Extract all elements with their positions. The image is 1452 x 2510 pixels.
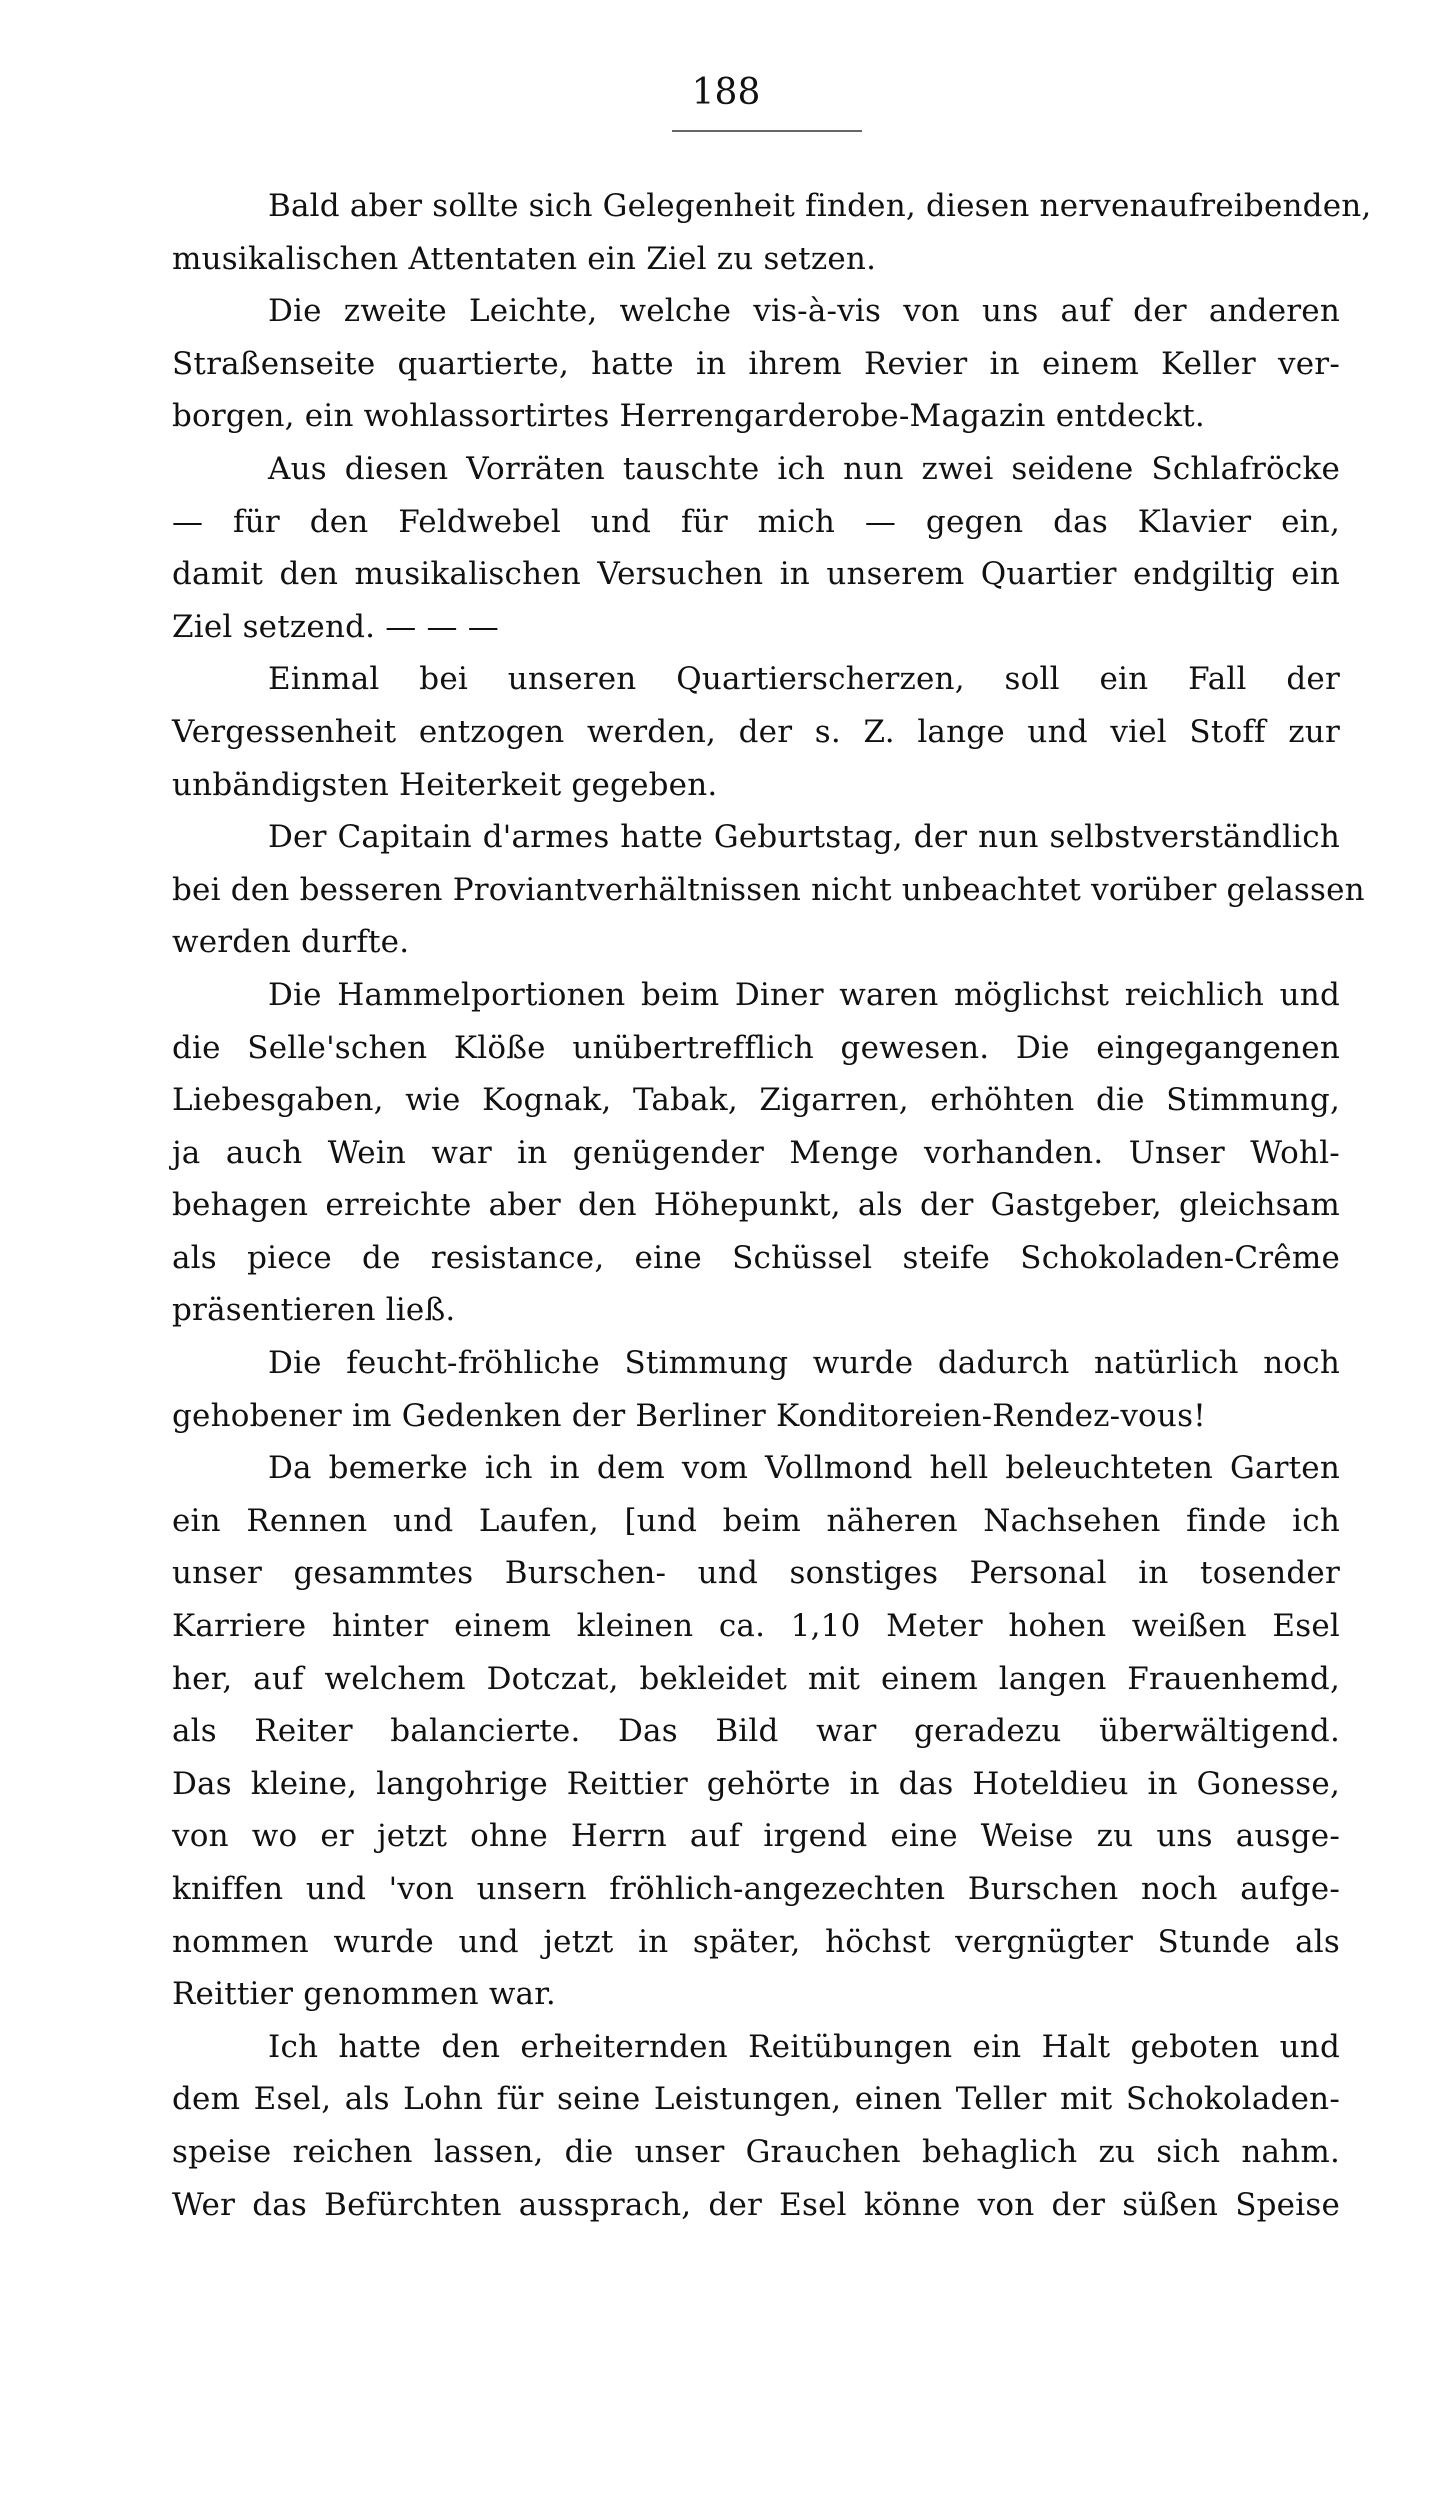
- text-line: präsentieren ließ.: [172, 1292, 456, 1329]
- text-line: die Selle'schen Klöße unübertrefflich gewesen. Die eingegangenen: [172, 1029, 1340, 1066]
- text-line: Bald aber sollte sich Gelegenheit finden, diesen nervenaufreibenden,: [268, 188, 1372, 224]
- text-line: Die feucht-fröhliche Stimmung wurde dadurch natürlich noch: [268, 1345, 1340, 1382]
- text-line: Karriere hinter einem kleinen ca. 1,10 Meter hohen weißen Esel: [172, 1608, 1340, 1645]
- text-line: damit den musikalischen Versuchen in unserem Quartier endgiltig ein: [172, 556, 1340, 593]
- text-line: Einmal bei unseren Quartierscherzen, soll ein Fall der: [268, 661, 1340, 698]
- page-number: 188: [691, 72, 761, 113]
- text-line: Aus diesen Vorräten tauschte ich nun zwei seidene Schlafröcke: [268, 450, 1340, 487]
- text-line: als Reiter balancierte. Das Bild war geradezu überwältigend.: [172, 1713, 1340, 1750]
- text-line: Der Capitain d'armes hatte Geburtstag, der nun selbstverständlich: [268, 819, 1340, 856]
- text-line: dem Esel, als Lohn für seine Leistungen, einen Teller mit Schokoladen-: [172, 2081, 1340, 2118]
- text-line: Straßenseite quartierte, hatte in ihrem Revier in einem Keller ver-: [172, 345, 1340, 382]
- text-line: Liebesgaben, wie Kognak, Tabak, Zigarren, erhöhten die Stimmung,: [172, 1082, 1340, 1119]
- text-line: borgen, ein wohlassortirtes Herrengarderobe-Magazin entdeckt.: [172, 398, 1205, 435]
- text-line: gehobener im Gedenken der Berliner Konditoreien-Rendez-vous!: [172, 1397, 1206, 1434]
- text-line: unbändigsten Heiterkeit gegeben.: [172, 766, 718, 803]
- text-line: unser gesammtes Burschen- und sonstiges Personal in tosender: [172, 1555, 1340, 1592]
- text-line: Reittier genommen war.: [172, 1976, 556, 2013]
- text-line: ein Rennen und Laufen, [und beim näheren Nachsehen finde ich: [172, 1502, 1340, 1539]
- text-line: werden durfte.: [172, 924, 410, 961]
- text-line: Die Hammelportionen beim Diner waren möglichst reichlich und: [268, 976, 1340, 1013]
- text-line: — für den Feldwebel und für mich — gegen das Klavier ein,: [172, 503, 1340, 540]
- text-line: speise reichen lassen, die unser Grauchen behaglich zu sich nahm.: [172, 2133, 1340, 2170]
- text-line: behagen erreichte aber den Höhepunkt, als der Gastgeber, gleichsam: [172, 1187, 1340, 1224]
- text-line: bei den besseren Proviantverhältnissen nicht unbeachtet vorüber gelassen: [172, 871, 1365, 908]
- text-line: kniffen und 'von unsern fröhlich-angezechten Burschen noch aufge-: [172, 1871, 1340, 1907]
- text-line: ja auch Wein war in genügender Menge vorhanden. Unser Wohl-: [172, 1134, 1340, 1171]
- text-line: Da bemerke ich in dem vom Vollmond hell beleuchteten Garten: [268, 1450, 1340, 1487]
- text-line: Wer das Befürchten aussprach, der Esel könne von der süßen Speise: [172, 2186, 1340, 2223]
- text-line: musikalischen Attentaten ein Ziel zu setzen.: [172, 240, 877, 277]
- text-line: nommen wurde und jetzt in später, höchst vergnügter Stunde als: [172, 1923, 1340, 1960]
- text-line: als piece de resistance, eine Schüssel steife Schokoladen-Crême: [172, 1239, 1340, 1276]
- header-rule: [672, 130, 862, 132]
- text-line: Vergessenheit entzogen werden, der s. Z. lange und viel Stoff zur: [172, 713, 1340, 750]
- text-line: Ich hatte den erheiternden Reitübungen ein Halt geboten und: [268, 2028, 1340, 2065]
- text-line: Die zweite Leichte, welche vis-à-vis von uns auf der anderen: [268, 293, 1340, 330]
- text-line: Das kleine, langohrige Reittier gehörte in das Hoteldieu in Gonesse,: [172, 1765, 1340, 1802]
- text-line: von wo er jetzt ohne Herrn auf irgend eine Weise zu uns ausge-: [172, 1818, 1340, 1855]
- text-line: her, auf welchem Dotczat, bekleidet mit einem langen Frauenhemd,: [172, 1660, 1340, 1697]
- text-line: Ziel setzend. — — —: [172, 608, 499, 645]
- page-body: [172, 180, 1372, 2231]
